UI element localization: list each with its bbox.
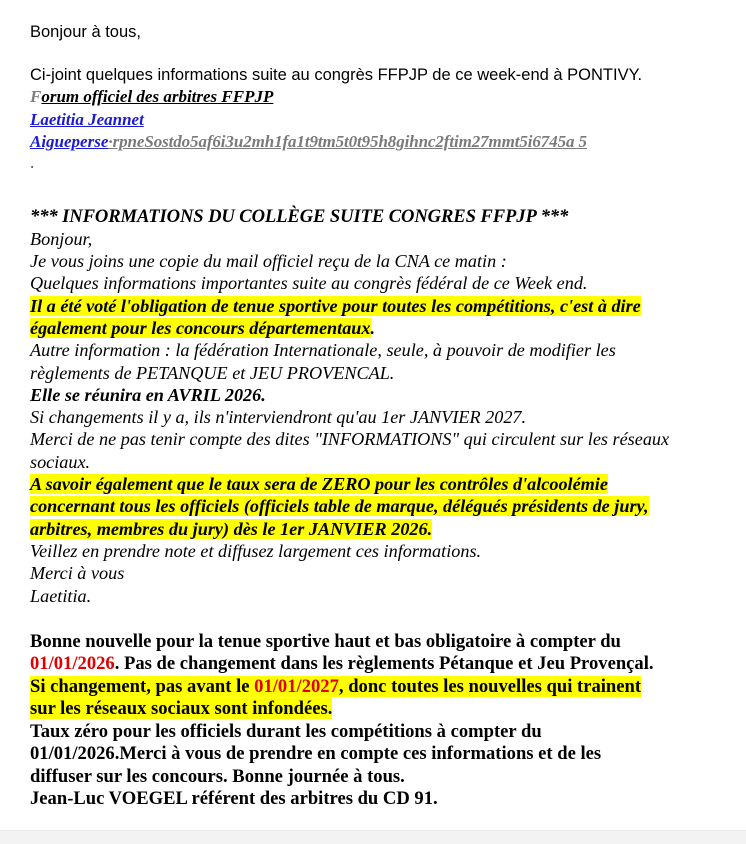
paragraph-spacer <box>30 43 734 65</box>
highlight-alcool-line-3 <box>30 518 734 540</box>
highlight-alcool-text-2: concernant tous les officiels (officiels table de marque, délégués présidents de jury, <box>30 496 649 517</box>
closing-line-2-rest: . Pas de changement dans les règlements Pétanque et Jeu Provençal. <box>114 653 654 675</box>
highlight-alcool-text-1: A savoir également que le taux sera de ZERO pour les contrôles d'alcoolémie <box>30 474 608 495</box>
closing-highlight-line-2 <box>30 698 734 721</box>
highlight-tenue-text-2: également pour les concours départementaux <box>30 317 371 338</box>
closing-author-line: Jean-Luc VOEGEL référent des arbitres du CD 91. <box>30 788 438 810</box>
highlight-tenue-text-1: Il a été voté l'obligation de tenue sportive pour toutes les compétitions, c'est à dire <box>30 295 641 316</box>
section-spacer <box>30 172 734 206</box>
closing-taux-line-1: Taux zéro pour les officiels durant les compétitions à compter du <box>30 720 542 742</box>
closing-highlight-segment-a: Si changement, pas avant le <box>30 675 255 697</box>
closing-highlight-segment-b: , donc toutes les nouvelles qui trainent <box>338 675 642 697</box>
forum-source-label: orum officiel des arbitres FFPJP <box>41 87 274 106</box>
quoted-signoff-line: Laetitia. <box>30 585 92 606</box>
highlight-tenue-line-2 <box>30 317 734 339</box>
closing-spacer <box>30 607 734 631</box>
quoted-message-block <box>30 206 734 607</box>
quoted-merci-vous-line: Merci à vous <box>30 563 125 584</box>
quoted-veillez-line: Veillez en prendre note et diffusez largement ces informations. <box>30 540 482 561</box>
closing-line-1: Bonne nouvelle pour la tenue sportive haut et bas obligatoire à compter du <box>30 630 621 652</box>
forum-source-line <box>30 86 734 109</box>
closing-date-2027: 01/01/2027 <box>254 675 339 697</box>
quoted-merci-line-1: Merci de ne pas tenir compte des dites "INFORMATIONS" qui circulent sur les réseaux <box>30 429 670 450</box>
quoted-cna-line: Je vous joins une copie du mail officiel reçu de la CNA ce matin : <box>30 251 507 272</box>
author-link-line[interactable] <box>30 109 734 132</box>
closing-line-2 <box>30 653 734 676</box>
closing-highlight-segment-c: sur les réseaux sociaux sont infondées. <box>30 698 333 720</box>
quoted-salutation: Bonjour, <box>30 228 93 249</box>
highlight-alcool-text-3: arbitres, membres du jury) dès le 1er JANVIER 2026. <box>30 518 433 539</box>
quoted-congres-line: Quelques informations importantes suite au congrès fédéral de ce Week end. <box>30 273 588 294</box>
highlight-tenue-line-1 <box>30 295 734 317</box>
bottom-separator-strip <box>0 830 746 844</box>
closing-block <box>30 631 734 811</box>
quoted-merci-line-2: sociaux. <box>30 451 91 472</box>
closing-highlight-line-1 <box>30 676 734 699</box>
location-and-hash-line[interactable] <box>30 131 734 154</box>
trailing-dot-line: . <box>30 152 35 172</box>
quoted-autre-line-2: règlements de PETANQUE et JEU PROVENCAL. <box>30 362 395 383</box>
closing-date-2026: 01/01/2026 <box>30 653 115 675</box>
message-hash-id: rpneSostdo5af6i3u2mh1fa1t9tm5t0t95h8gihnc2ftim27mmt5i6745a 5 <box>112 132 587 151</box>
hash-separator-dot: · <box>108 132 113 151</box>
highlight-alcool-line-2 <box>30 495 734 517</box>
location-link[interactable]: Aigueperse <box>30 132 109 151</box>
quoted-changements-line: Si changements il y a, ils n'interviendront qu'au 1er JANVIER 2027. <box>30 407 527 428</box>
closing-taux-line-2: 01/01/2026.Merci à vous de prendre en compte ces informations et de les <box>30 743 602 765</box>
closing-taux-line-3: diffuser sur les concours. Bonne journée à tous. <box>30 765 405 787</box>
quoted-avril-bold-line: Elle se réunira en AVRIL 2026. <box>30 384 266 405</box>
forum-initial-letter: F <box>30 87 42 106</box>
highlight-alcool-line-1 <box>30 473 734 495</box>
quoted-autre-line-1: Autre information : la fédération Internationale, seule, à pouvoir de modifier les <box>30 340 616 361</box>
author-name-link[interactable]: Laetitia Jeannet <box>30 109 144 129</box>
intro-line: Ci-joint quelques informations suite au congrès FFPJP de ce week-end à PONTIVY. <box>30 66 643 84</box>
highlight-tenue-period: . <box>370 317 376 338</box>
greeting-line: Bonjour à tous, <box>30 23 141 41</box>
quoted-heading: *** INFORMATIONS DU COLLÈGE SUITE CONGRES FFPJP *** <box>30 205 569 227</box>
